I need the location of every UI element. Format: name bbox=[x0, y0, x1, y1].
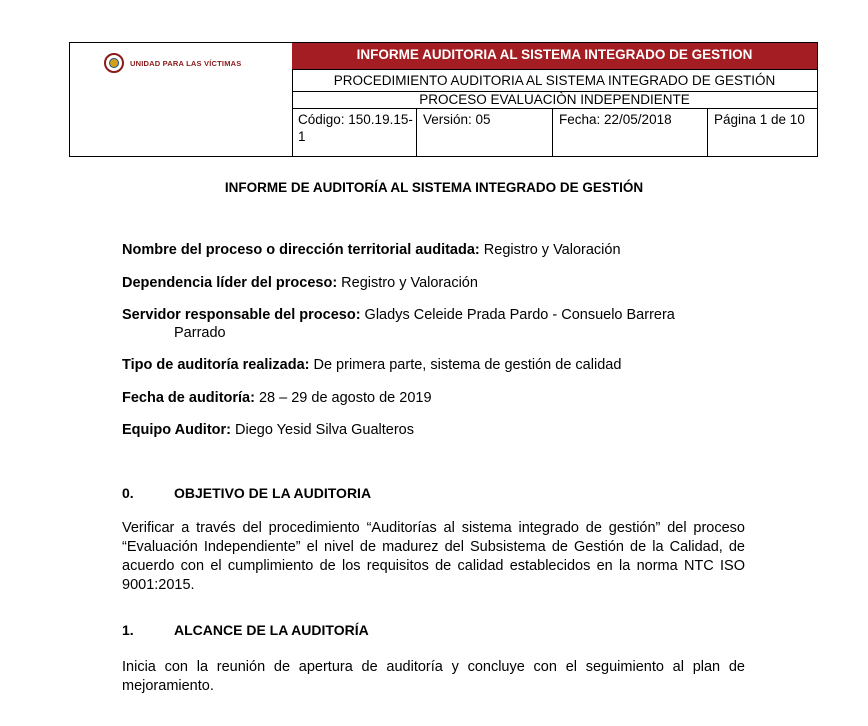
header-page: Página 1 de 10 bbox=[714, 112, 805, 127]
field-responsible-cont: Parrado bbox=[174, 325, 226, 341]
section-paragraph: Verificar a través del procedimiento “Auditorías al sistema integrado de gestión” del proceso “Evaluación Independiente” el nivel de madurez del Subsistema de Gestión de la Calidad, de acuerdo con el cumplimiento de los requisitos de calidad establecidos en la norma NTC ISO 9001:2015. bbox=[122, 520, 745, 593]
header-meta-row bbox=[292, 108, 817, 156]
section-paragraph: Inicia con la reunión de apertura de auditoría y concluye con el seguimiento al plan de mejoramiento. bbox=[122, 659, 745, 694]
document-header-table bbox=[69, 42, 818, 157]
field-responsible: Servidor responsable del proceso: Gladys Celeide Prada Pardo - Consuelo Barrera Parrado bbox=[122, 306, 746, 342]
logo-text: UNIDAD PARA LAS VÍCTIMAS bbox=[130, 58, 242, 68]
header-procedure: PROCEDIMIENTO AUDITORIA AL SISTEMA INTEGRADO DE GESTIÓN bbox=[292, 69, 817, 91]
header-title: INFORME AUDITORIA AL SISTEMA INTEGRADO DE GESTION bbox=[292, 43, 817, 69]
field-audit-date: Fecha de auditoría: 28 – 29 de agosto de 2019 bbox=[122, 390, 432, 406]
section-heading: 0. OBJETIVO DE LA AUDITORIA bbox=[122, 485, 372, 501]
field-audit-type: Tipo de auditoría realizada: De primera parte, sistema de gestión de calidad bbox=[122, 357, 622, 373]
header-version: Versión: 05 bbox=[417, 109, 553, 156]
header-code: Código: 150.19.15-1 bbox=[292, 109, 417, 156]
field-process-name: Nombre del proceso o dirección territorial auditada: Registro y Valoración bbox=[122, 242, 621, 258]
field-audit-team: Equipo Auditor: Diego Yesid Silva Gualteros bbox=[122, 422, 414, 438]
logo bbox=[104, 53, 241, 73]
header-process: PROCESO EVALUACIÒN INDEPENDIENTE bbox=[292, 91, 817, 108]
logo-cell bbox=[70, 43, 293, 156]
header-date: Fecha: 22/05/2018 bbox=[553, 109, 708, 156]
field-lead-dependency: Dependencia líder del proceso: Registro y Valoración bbox=[122, 275, 478, 291]
document-title: INFORME DE AUDITORÍA AL SISTEMA INTEGRADO DE GESTIÓN bbox=[224, 180, 644, 195]
section-heading: 1. ALCANCE DE LA AUDITORÍA bbox=[122, 622, 369, 638]
seal-icon bbox=[104, 53, 124, 73]
